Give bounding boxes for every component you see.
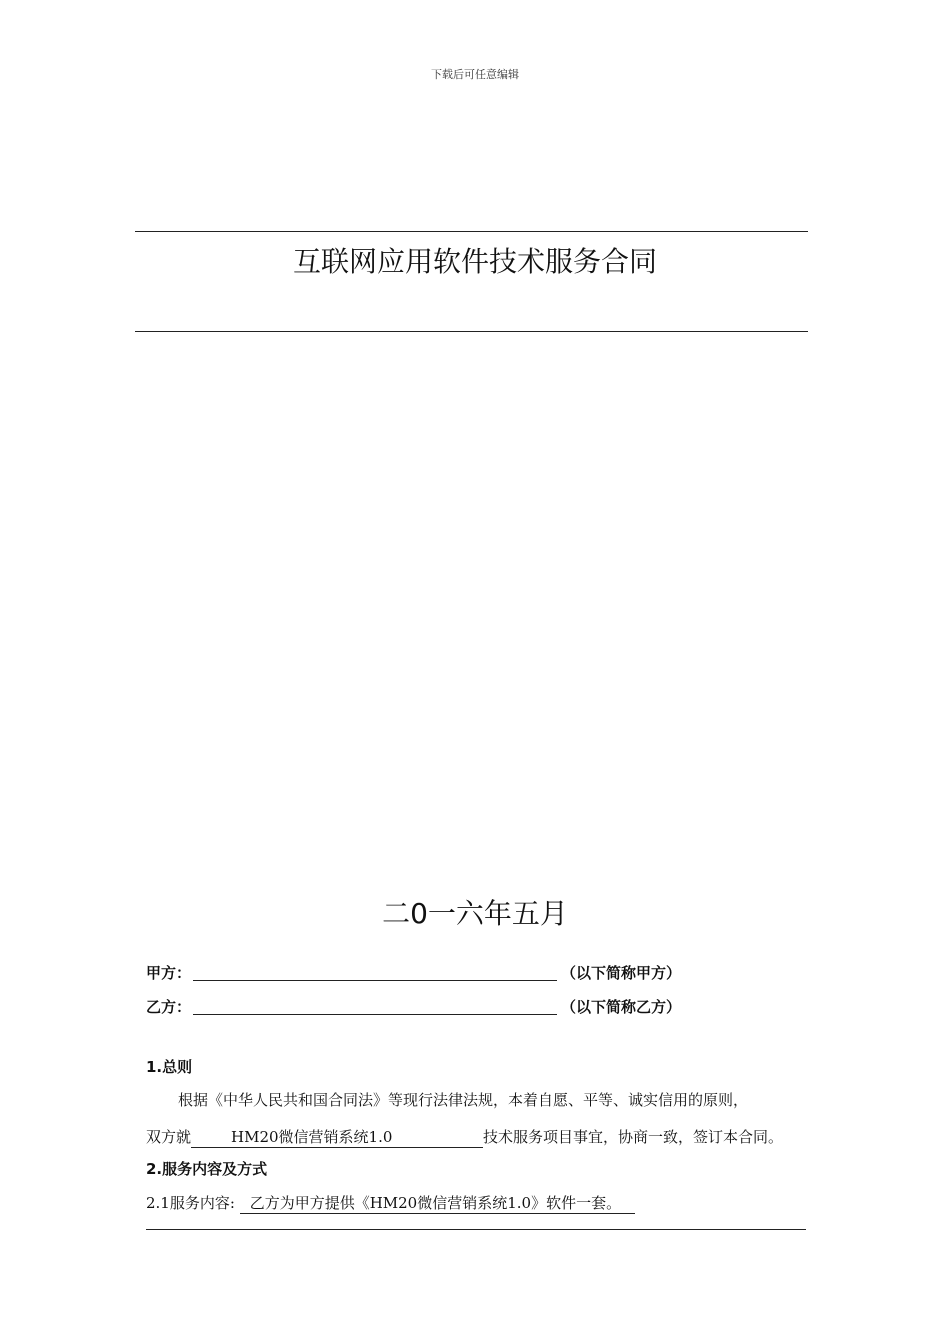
section-2-heading: 2.服务内容及方式 bbox=[146, 1160, 268, 1178]
title-top-rule bbox=[135, 231, 808, 232]
party-a-blank bbox=[193, 964, 557, 981]
party-b-label: 乙方： bbox=[146, 998, 192, 1016]
party-b-line bbox=[146, 996, 681, 1017]
party-a-line bbox=[146, 962, 681, 983]
para-line2-suffix: 技术服务项目事宜，协商一致，签订本合同。 bbox=[483, 1128, 784, 1146]
section-1-heading: 1.总则 bbox=[146, 1058, 193, 1076]
contract-date: 二0一六年五月 bbox=[382, 897, 568, 930]
service-content-blank bbox=[240, 1194, 635, 1214]
header-note: 下载后可任意编辑 bbox=[431, 68, 519, 81]
section-2-rule bbox=[146, 1229, 806, 1230]
section-1-paragraph-line1: 根据《中华人民共和国合同法》等现行法律法规，本着自愿、平等、诚实信用的原则， bbox=[178, 1091, 749, 1109]
page-title: 互联网应用软件技术服务合同 bbox=[292, 245, 657, 278]
project-name: HM20微信营销系统1.0 bbox=[231, 1128, 393, 1146]
section-1-paragraph-line2 bbox=[146, 1126, 783, 1148]
party-a-label: 甲方： bbox=[146, 964, 192, 982]
service-content-value: 乙方为甲方提供《HM20微信营销系统1.0》软件一套。 bbox=[249, 1194, 622, 1212]
section-2-item bbox=[146, 1192, 635, 1214]
party-b-blank bbox=[193, 998, 557, 1015]
service-content-label: 2.1服务内容: bbox=[146, 1194, 235, 1212]
party-b-suffix: （以下简称乙方） bbox=[561, 998, 682, 1016]
para-line2-prefix: 双方就 bbox=[146, 1128, 192, 1146]
project-name-blank bbox=[191, 1128, 483, 1148]
party-a-suffix: （以下简称甲方） bbox=[561, 964, 682, 982]
title-bottom-rule bbox=[135, 331, 808, 332]
